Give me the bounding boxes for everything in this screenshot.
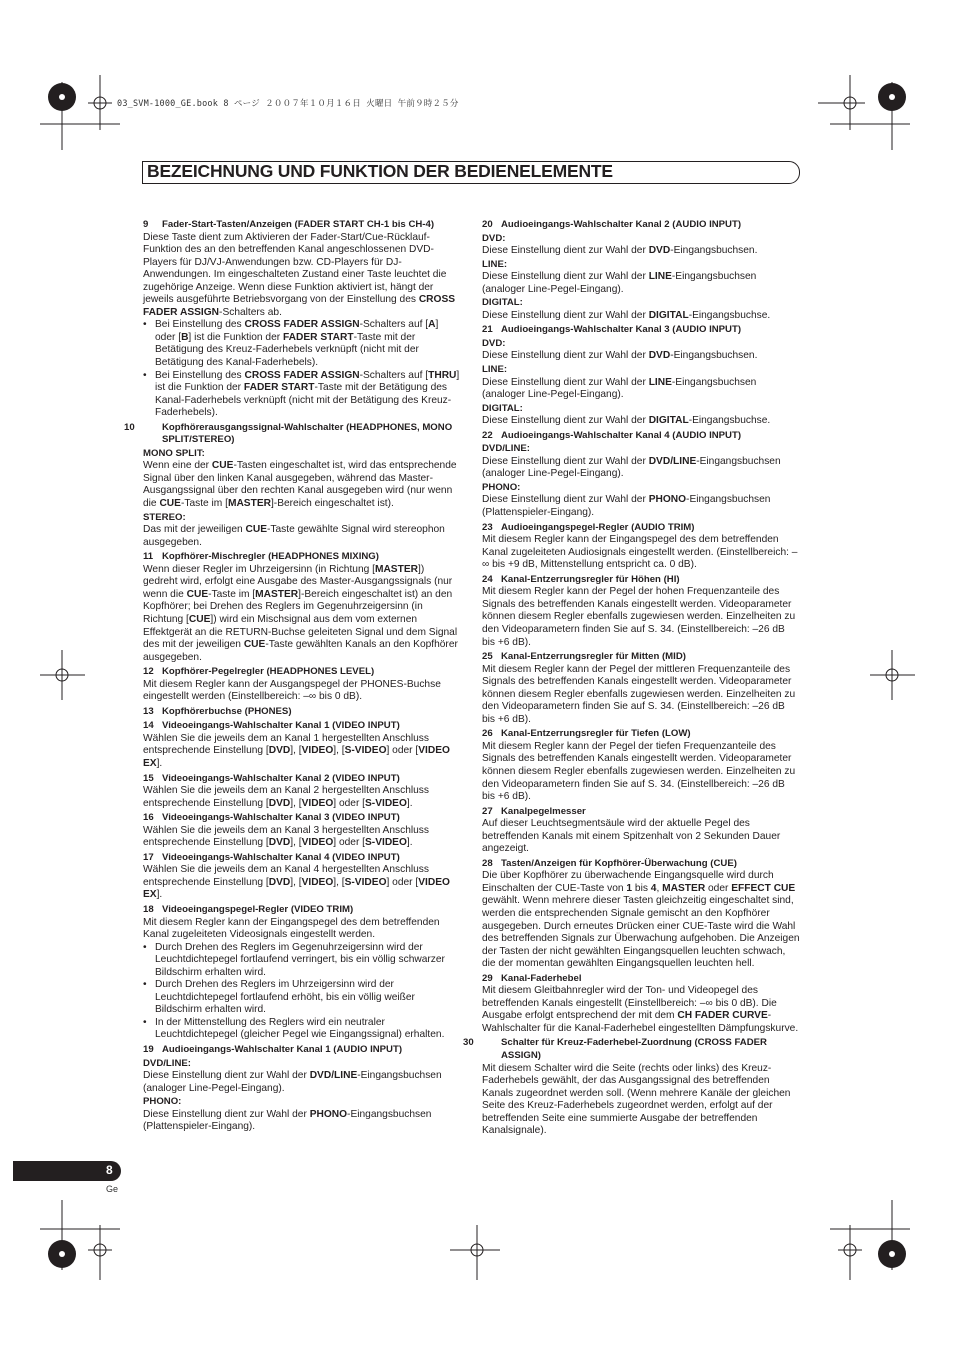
section-17-heading: 17 Videoeingangs-Wahlschalter Kanal 4 (VIDEO INPUT) — [143, 851, 400, 863]
section-17-body: Wählen Sie die jeweils dem an Kanal 4 hergestellten Anschluss entsprechende Einstellung [DVD], [VIDEO], [S-VIDEO] oder [VIDEO EX]. — [143, 864, 450, 901]
stereo-label: STEREO: — [143, 511, 186, 523]
section-20-heading: 20 Audioeingangs-Wahlschalter Kanal 2 (AUDIO INPUT) — [482, 219, 742, 230]
section-24-heading: 24 Kanal-Entzerrungsregler für Höhen (HI) — [482, 573, 680, 585]
section-30-body: Mit diesem Schalter wird die Seite (rechts oder links) des Kreuz-Faderhebels gewählt, der das Ausgangssignal des betreffenden Kanals zugeordnet werden soll. (Wenn mehrere Kanäle der gleichen Seite des Kreuz-Faderhebels zugeordnet werden, erfolgt auf der betreffenden Seite eine summierte Ausgabe der betreffenden Kanalsignale). — [482, 1062, 791, 1137]
left-column — [124, 217, 461, 1134]
list-item: • Durch Drehen des Reglers im Uhrzeigersinn wird der Leuchtdichtepegel fortlaufend erhöht, bis ein völlig weißer Bildschirm erhalten wird. — [143, 979, 461, 1017]
digital-label: DIGITAL: — [482, 402, 523, 414]
section-29-heading: 29 Kanal-Faderhebel — [482, 972, 582, 984]
section-24-body: Mit diesem Regler kann der Pegel der hohen Frequenzanteile des Signals des betreffenden Kanals eingestellt werden. Videoparameter können diesem Regler ebenfalls zugewiesen werden. Einzelheiten zu den Videoparametern finden Sie auf S. 34. (Einstellbereich: –26 dB bis +6 dB). — [482, 586, 796, 648]
list-item: • Bei Einstellung des CROSS FADER ASSIGN-Schalters auf [THRU] ist die Funktion der FADER START-Taste mit der Betätigung des Kanal-Faderhebels verknüpft (nicht mit der Betätigung des Kreuz-Faderhebels). — [143, 370, 461, 420]
section-28-body: Die über Kopfhörer zu überwachende Eingangsquelle wird durch Einschalten der CUE-Taste von 1 bis 4, MASTER oder EFFECT CUE gewählt. Wenn mehrere dieser Tasten gleichzeitig eingeschaltet sind, werden die entsprechenden Signale gemischt an den Kopfhörer ausgegeben. Durch erneutes Drücken einer CUE-Taste wird die Wahl des betreffenden Signals zur Überwachung aufgehoben. Die Anzeigen der Tasten der nicht gewählten Eingangsquellen leuchten schwach, die der momentan gewählten Eingangsquellen leuchten hell. — [482, 870, 800, 970]
dvd-line-label: DVD/LINE: — [143, 1057, 191, 1069]
section-19-heading: 19 Audioeingangs-Wahlschalter Kanal 1 (AUDIO INPUT) — [143, 1044, 403, 1055]
section-14-heading: 14 Videoeingangs-Wahlschalter Kanal 1 (VIDEO INPUT) — [143, 720, 400, 732]
line-label: LINE: — [482, 258, 508, 270]
section-18-body: Mit diesem Regler kann der Eingangspegel des dem betreffenden Kanal zugeleiteten Videosignals eingestellt werden. — [143, 916, 440, 941]
line-label: LINE: — [482, 364, 508, 376]
dvd-label: DVD: — [482, 337, 506, 349]
dvd-label: DVD: — [482, 232, 506, 244]
section-23-heading: 23 Audioeingangspegel-Regler (AUDIO TRIM) — [482, 521, 695, 533]
dvd-body: Diese Einstellung dient zur Wahl der DVD-Eingangsbuchsen. — [482, 350, 758, 362]
section-18-list — [143, 942, 461, 1042]
section-10-heading: 10 Kopfhörerausgangssignal-Wahlschalter (HEADPHONES, MONO SPLIT/STEREO) — [124, 421, 453, 446]
mono-split-label: MONO SPLIT: — [143, 447, 205, 459]
section-11-heading: 11 Kopfhörer-Mischregler (HEADPHONES MIXING) — [143, 551, 379, 563]
phono-body: Diese Einstellung dient zur Wahl der PHONO-Eingangsbuchsen (Plattenspieler-Eingang). — [143, 1108, 432, 1133]
section-9-list — [143, 319, 461, 419]
title-bar — [142, 161, 800, 184]
phono-label: PHONO: — [482, 481, 521, 493]
section-25-body: Mit diesem Regler kann der Pegel der mittleren Frequenzanteile des Signals des betreffenden Kanals eingestellt werden. Videoparameter können diesem Regler ebenfalls zugewiesen werden. Einzelheiten zu den Videoparametern finden Sie auf S. 34. (Einstellbereich: –26 dB bis +6 dB). — [482, 663, 796, 725]
section-23-body: Mit diesem Regler kann der Eingangspegel des dem betreffenden Kanal zugeleiteten Audiosignals eingestellt werden. (Einstellbereich: –∞ bis +9 dB, Mittenstellung entspricht ca. 0 dB). — [482, 534, 798, 571]
list-item: • Bei Einstellung des CROSS FADER ASSIGN-Schalters auf [A] oder [B] ist die Funktion der FADER START-Taste mit der Betätigung des Kreuz-Faderhebels verknüpft (nicht mit der Betätigung des Kanal-Faderhebels). — [143, 319, 461, 369]
section-16-heading: 16 Videoeingangs-Wahlschalter Kanal 3 (VIDEO INPUT) — [143, 812, 400, 824]
section-22-heading: 22 Audioeingangs-Wahlschalter Kanal 4 (AUDIO INPUT) — [482, 429, 742, 441]
section-12-heading: 12 Kopfhörer-Pegelregler (HEADPHONES LEVEL) — [143, 666, 375, 678]
section-27-body: Auf dieser Leuchtsegmentsäule wird der aktuelle Pegel des betreffenden Kanals mit einem Spitzenhalt von 2 Sekunden Dauer angezeigt. — [482, 818, 781, 855]
section-14-body: Wählen Sie die jeweils dem an Kanal 1 hergestellten Anschluss entsprechende Einstellung [DVD], [VIDEO], [S-VIDEO] oder [VIDEO EX]. — [143, 732, 450, 769]
section-13-heading: 13 Kopfhörerbuchse (PHONES) — [143, 705, 292, 717]
section-30-heading: 30 Schalter für Kreuz-Faderhebel-Zuordnung (CROSS FADER ASSIGN) — [463, 1037, 767, 1061]
phono-label: PHONO: — [143, 1096, 182, 1108]
section-15-body: Wählen Sie die jeweils dem an Kanal 2 hergestellten Anschluss entsprechende Einstellung [DVD], [VIDEO] oder [S-VIDEO]. — [143, 785, 429, 809]
section-27-heading: 27 Kanalpegelmesser — [482, 805, 586, 817]
page-title: BEZEICHNUNG UND FUNKTION DER BEDIENELEMENTE — [147, 161, 613, 181]
section-25-heading: 25 Kanal-Entzerrungsregler für Mitten (MID) — [482, 651, 686, 663]
stereo-body: Das mit der jeweiligen CUE-Taste gewählte Signal wird stereophon ausgegeben. — [143, 524, 445, 548]
phono-body: Diese Einstellung dient zur Wahl der PHONO-Eingangsbuchsen (Plattenspieler-Eingang). — [482, 494, 771, 519]
dvd-line-body: Diese Einstellung dient zur Wahl der DVD/LINE-Eingangsbuchsen (analoger Line-Pegel-Eingang). — [143, 1070, 442, 1094]
section-16-body: Wählen Sie die jeweils dem an Kanal 3 hergestellten Anschluss entsprechende Einstellung [DVD], [VIDEO] oder [S-VIDEO]. — [143, 824, 429, 849]
section-28-heading: 28 Tasten/Anzeigen für Kopfhörer-Überwachung (CUE) — [482, 857, 737, 869]
section-9-heading: 9 Fader-Start-Tasten/Anzeigen (FADER START CH-1 bis CH-4) — [143, 219, 435, 230]
section-21-heading: 21 Audioeingangs-Wahlschalter Kanal 3 (AUDIO INPUT) — [482, 324, 742, 336]
dvd-line-label: DVD/LINE: — [482, 443, 530, 455]
page-number-tab — [13, 1161, 121, 1181]
section-18-heading: 18 Videoeingangspegel-Regler (VIDEO TRIM) — [143, 903, 354, 915]
digital-body: Diese Einstellung dient zur Wahl der DIGITAL-Eingangsbuchse. — [482, 415, 771, 427]
section-12-body: Mit diesem Regler kann der Ausgangspegel der PHONES-Buchse eingestellt werden (Einstellbereich: –∞ bis 0 dB). — [143, 678, 441, 703]
file-header: 03_SVM-1000_GE.book 8 ページ ２００７年１０月１６日 火曜日 午前９時２５分 — [117, 99, 459, 109]
section-26-body: Mit diesem Regler kann der Pegel der tiefen Frequenzanteile des Signals des betreffenden Kanals eingestellt werden. Videoparameter können diesem Regler ebenfalls zugewiesen werden. Einzelheiten zu den Videoparametern finden Sie auf S. 34. (Einstellbereich: –26 dB bis +6 dB). — [482, 740, 796, 803]
right-column — [463, 217, 800, 1138]
line-body: Diese Einstellung dient zur Wahl der LINE-Eingangsbuchsen (analoger Line-Pegel-Eingang). — [482, 271, 757, 295]
page-language: Ge — [106, 1184, 119, 1194]
list-item: • Durch Drehen des Reglers im Gegenuhrzeigersinn wird der Leuchtdichtepegel fortlaufend verringert, bis ein völlig schwarzer Bildschirm erhalten wird. — [143, 942, 461, 980]
line-body: Diese Einstellung dient zur Wahl der LINE-Eingangsbuchsen (analoger Line-Pegel-Eingang). — [482, 376, 757, 401]
page-number: 8 — [106, 1163, 113, 1177]
section-9-body: Diese Taste dient zum Aktivieren der Fader-Start/Cue-Rücklauf-Funktion des an den betreffenden Kanal angeschlossenen DVD-Players für DJ/VJ-Anwendungen bzw. CD-Players für DJ-Anwendungen. Im eingeschalteten Zustand einer Taste leuchtet die zugehörige Anzeige. Wenn diese Funktion aktiviert ist, hängt der jeweils ausgeführte Betriebsvorgang von der Einstellung des CROSS FADER ASSIGN-Schalters ab. — [143, 231, 456, 318]
digital-body: Diese Einstellung dient zur Wahl der DIGITAL-Eingangsbuchse. — [482, 309, 771, 321]
section-11-body: Wenn dieser Regler im Uhrzeigersinn (in Richtung [MASTER]) gedreht wird, erfolgt eine Ausgabe des Master-Ausgangssignals (nur wenn die CUE-Taste im [MASTER]-Bereich eingeschaltet ist) an den Kopfhörer; bei Drehen des Reglers im Gegenuhrzeigersinn (in Richtung [CUE]) wird ein Mischsignal aus dem vom externen Effektgerät an die RETURN-Buchse geleiteten Signal und dem Signal des mit der jeweiligen CUE-Taste gewählten Kanals an den Kopfhörer ausgegeben. — [143, 563, 458, 663]
section-26-heading: 26 Kanal-Entzerrungsregler für Tiefen (LOW) — [482, 728, 691, 740]
list-item: • In der Mittenstellung des Reglers wird ein neutraler Leuchtdichtepegel (gleicher Pegel wie Eingangssignal) erhalten. — [143, 1017, 461, 1042]
dvd-body: Diese Einstellung dient zur Wahl der DVD-Eingangsbuchsen. — [482, 245, 758, 257]
mono-split-body: Wenn eine der CUE-Tasten eingeschaltet ist, wird das entsprechende Signal über den linken Kanal ausgegeben, während das Master-Ausgangssignal über den rechten Kanal ausgegeben wird (nur wenn die CUE-Taste im [MASTER]-Bereich eingeschaltet ist). — [143, 460, 457, 510]
section-15-heading: 15 Videoeingangs-Wahlschalter Kanal 2 (VIDEO INPUT) — [143, 772, 400, 784]
dvd-line-body: Diese Einstellung dient zur Wahl der DVD/LINE-Eingangsbuchsen (analoger Line-Pegel-Eingang). — [482, 455, 781, 480]
digital-label: DIGITAL: — [482, 297, 523, 309]
section-29-body: Mit diesem Gleitbahnregler wird der Ton- und Videopegel des betreffenden Kanals eingestellt (Einstellbereich: –∞ bis 0 dB). Die Ausgabe erfolgt entsprechend der mit dem CH FADER CURVE-Wahlschalter für die Kanal-Faderhebel eingestellten Dämpfungskurve. — [482, 985, 799, 1034]
